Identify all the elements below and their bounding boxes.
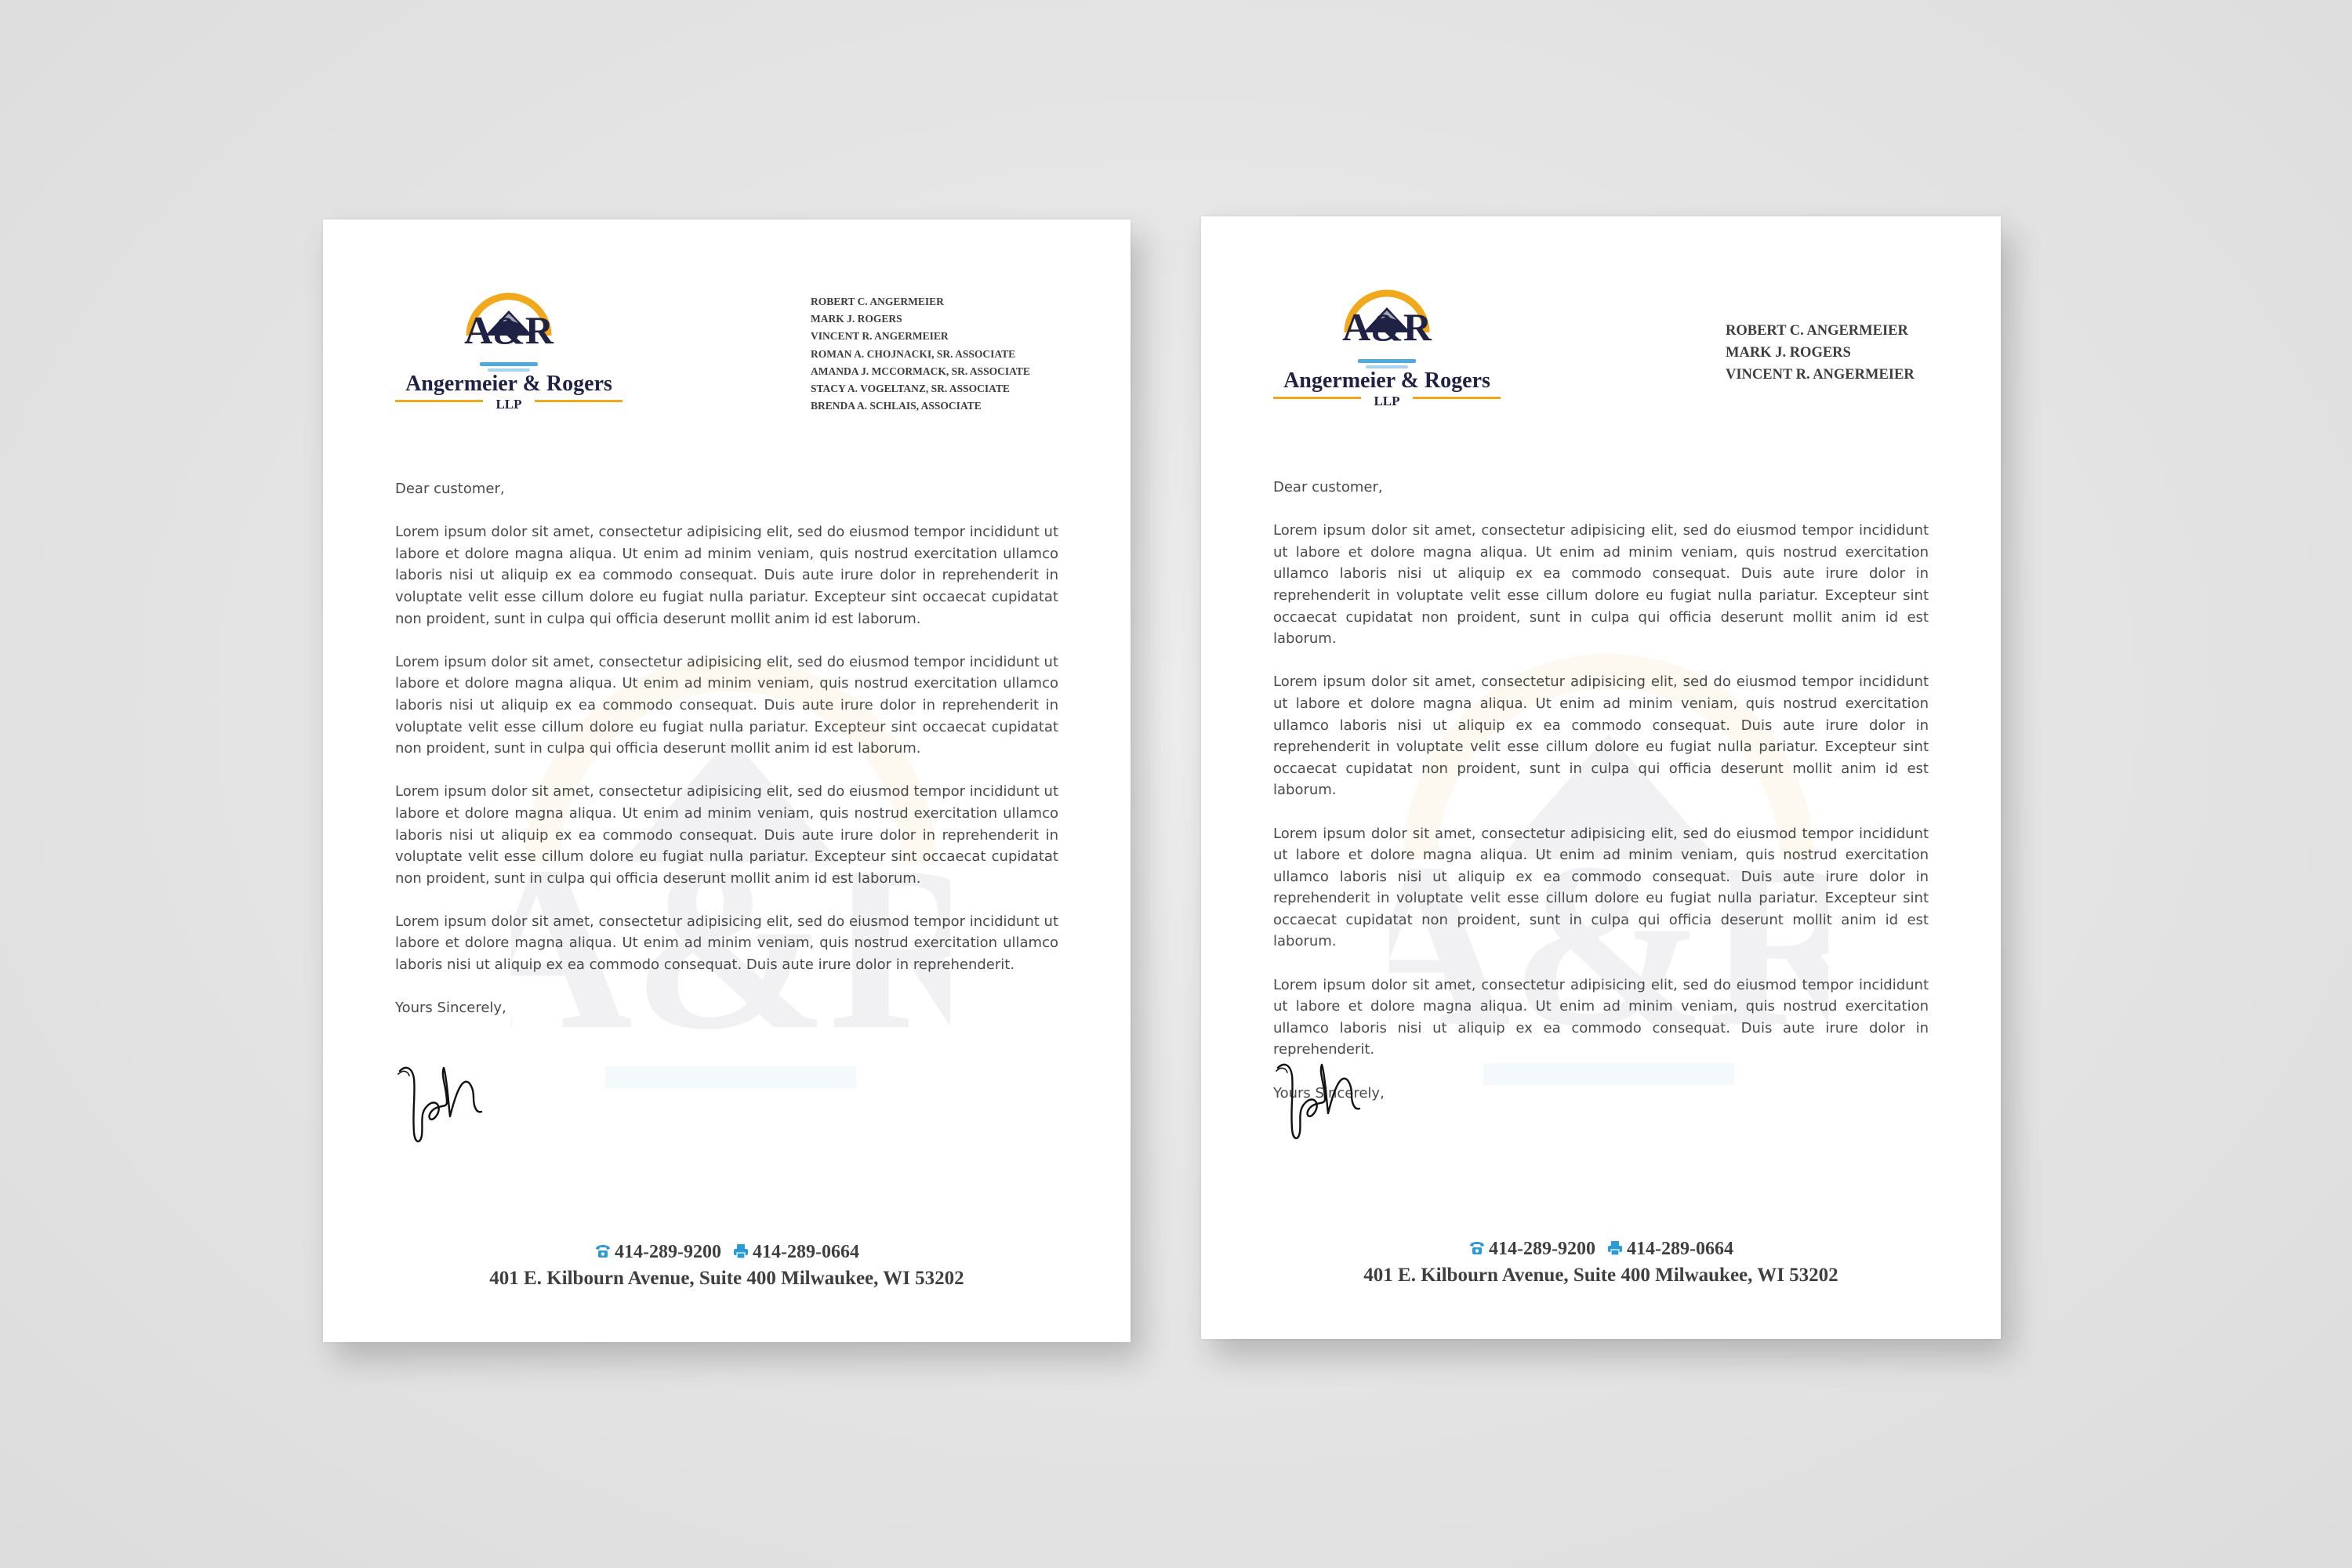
logo-monogram: A&R — [464, 308, 554, 352]
partner-name: AMANDA J. MCCORMACK, SR. ASSOCIATE — [811, 365, 1030, 377]
handwritten-signature — [395, 1057, 505, 1151]
fax-number: 414-289-0664 — [1627, 1239, 1733, 1259]
partner-list — [811, 293, 1030, 415]
fax-printer-icon — [1606, 1237, 1624, 1253]
office-address: 401 E. Kilbourn Avenue, Suite 400 Milwaukee, WI 53202 — [1363, 1265, 1838, 1286]
letter-footer — [323, 1239, 1131, 1292]
firm-suffix: LLP — [495, 397, 522, 412]
letter-footer — [1201, 1236, 2001, 1289]
handwritten-signature — [1273, 1054, 1383, 1148]
letter-greeting: Dear customer, — [395, 481, 505, 497]
partner-name: ROBERT C. ANGERMEIER — [1726, 323, 1908, 339]
partner-list — [1726, 320, 1915, 386]
letter-body — [1273, 477, 1929, 1126]
contact-numbers — [1201, 1236, 2001, 1262]
firm-name: Angermeier & Rogers — [1283, 368, 1490, 393]
partner-name: VINCENT R. ANGERMEIER — [1726, 367, 1915, 383]
partner-name: BRENDA A. SCHLAIS, ASSOCIATE — [811, 400, 982, 412]
firm-name: Angermeier & Rogers — [405, 372, 612, 396]
letter-closing: Yours Sincerely, — [1273, 1084, 1385, 1102]
letter-paragraph: Lorem ipsum dolor sit amet, consectetur adipisicing elit, sed do eiusmod tempor incididunt ut labore et dolore magna aliqua. Ut enim ad minim veniam, quis nostrud exercitation ullamco laboris nisi ut aliquip ex ea commodo consequat. Duis aute irure dolor in reprehenderit in voluptate velit esse cillum dolore eu fugiat nulla pariatur. Excepteur sint occaecat cupidatat non proident, sunt in culpa qui officia deserunt mollit anim id est laborum. — [1273, 825, 1929, 950]
fax-number: 414-289-0664 — [753, 1242, 859, 1262]
letter-paragraph: Lorem ipsum dolor sit amet, consectetur adipisicing elit, sed do eiusmod tempor incididunt ut labore et dolore magna aliqua. Ut enim ad minim veniam, quis nostrud exercitation ullamco laboris nisi ut aliquip ex ea commodo consequat. Duis aute irure dolor in reprehenderit in voluptate velit esse cillum dolore eu fugiat nulla pariatur. Excepteur sint occaecat cupidatat non proident, sunt in culpa qui officia deserunt mollit anim id est laborum. — [395, 524, 1058, 627]
partner-name: ROBERT C. ANGERMEIER — [811, 296, 944, 307]
firm-suffix: LLP — [1374, 394, 1400, 408]
letterhead-sheet-a — [323, 220, 1131, 1342]
partner-name: ROMAN A. CHOJNACKI, SR. ASSOCIATE — [811, 347, 1016, 360]
contact-numbers — [323, 1239, 1131, 1265]
letter-paragraph: Lorem ipsum dolor sit amet, consectetur adipisicing elit, sed do eiusmod tempor incididunt ut labore et dolore magna aliqua. Ut enim ad minim veniam, quis nostrud exercitation ullamco laboris nisi ut aliquip ex ea commodo consequat. Duis aute irure dolor in reprehenderit in voluptate velit esse cillum dolore eu fugiat nulla pariatur. Excepteur sint occaecat cupidatat non proident, sunt in culpa qui officia deserunt mollit anim id est laborum. — [395, 653, 1058, 757]
letterhead-sheet-b — [1201, 216, 2001, 1339]
phone-number: 414-289-9200 — [1489, 1239, 1595, 1259]
letter-paragraph: Lorem ipsum dolor sit amet, consectetur adipisicing elit, sed do eiusmod tempor incididunt ut labore et dolore magna aliqua. Ut enim ad minim veniam, quis nostrud exercitation ullamco laboris nisi ut aliquip ex ea commodo consequat. Duis aute irure dolor in reprehenderit in voluptate velit esse cillum dolore eu fugiat nulla pariatur. Excepteur sint occaecat cupidatat non proident, sunt in culpa qui officia deserunt mollit anim id est laborum. — [395, 783, 1058, 887]
letter-paragraph: Lorem ipsum dolor sit amet, consectetur adipisicing elit, sed do eiusmod tempor incididunt ut labore et dolore magna aliqua. Ut enim ad minim veniam, quis nostrud exercitation ullamco laboris nisi ut aliquip ex ea commodo consequat. Duis aute irure dolor in reprehenderit. — [395, 913, 1058, 974]
letter-paragraph: Lorem ipsum dolor sit amet, consectetur adipisicing elit, sed do eiusmod tempor incididunt ut labore et dolore magna aliqua. Ut enim ad minim veniam, quis nostrud exercitation ullamco laboris nisi ut aliquip ex ea commodo consequat. Duis aute irure dolor in reprehenderit in voluptate velit esse cillum dolore eu fugiat nulla pariatur. Excepteur sint occaecat cupidatat non proident, sunt in culpa qui officia deserunt mollit anim id est laborum. — [1273, 673, 1929, 799]
firm-logo — [395, 292, 622, 425]
logo-monogram: A&R — [1342, 305, 1432, 349]
partner-name: VINCENT R. ANGERMEIER — [811, 330, 949, 343]
letter-paragraph: Lorem ipsum dolor sit amet, consectetur adipisicing elit, sed do eiusmod tempor incididunt ut labore et dolore magna aliqua. Ut enim ad minim veniam, quis nostrud exercitation ullamco laboris nisi ut aliquip ex ea commodo consequat. Duis aute irure dolor in reprehenderit in voluptate velit esse cillum dolore eu fugiat nulla pariatur. Excepteur sint occaecat cupidatat non proident, sunt in culpa qui officia deserunt mollit anim id est laborum. — [1273, 522, 1929, 648]
telephone-icon — [594, 1240, 612, 1256]
letter-body — [395, 478, 1058, 1040]
partner-name: STACY A. VOGELTANZ, SR. ASSOCIATE — [811, 383, 1010, 395]
phone-number: 414-289-9200 — [615, 1242, 721, 1262]
letter-paragraph: Lorem ipsum dolor sit amet, consectetur adipisicing elit, sed do eiusmod tempor incididunt ut labore et dolore magna aliqua. Ut enim ad minim veniam, quis nostrud exercitation ullamco laboris nisi ut aliquip ex ea commodo consequat. Duis aute irure dolor in reprehenderit. — [1273, 976, 1929, 1058]
partner-name: MARK J. ROGERS — [811, 313, 902, 325]
letter-closing: Yours Sincerely, — [395, 1000, 506, 1017]
fax-printer-icon — [732, 1240, 750, 1256]
letter-greeting: Dear customer, — [1273, 479, 1383, 495]
office-address: 401 E. Kilbourn Avenue, Suite 400 Milwaukee, WI 53202 — [489, 1268, 964, 1289]
partner-name: MARK J. ROGERS — [1726, 345, 1851, 361]
telephone-icon — [1468, 1237, 1486, 1253]
firm-logo — [1273, 289, 1501, 422]
svg-text:A&R: & — [1511, 815, 1707, 1075]
svg-text:A&R: & — [633, 818, 829, 1078]
